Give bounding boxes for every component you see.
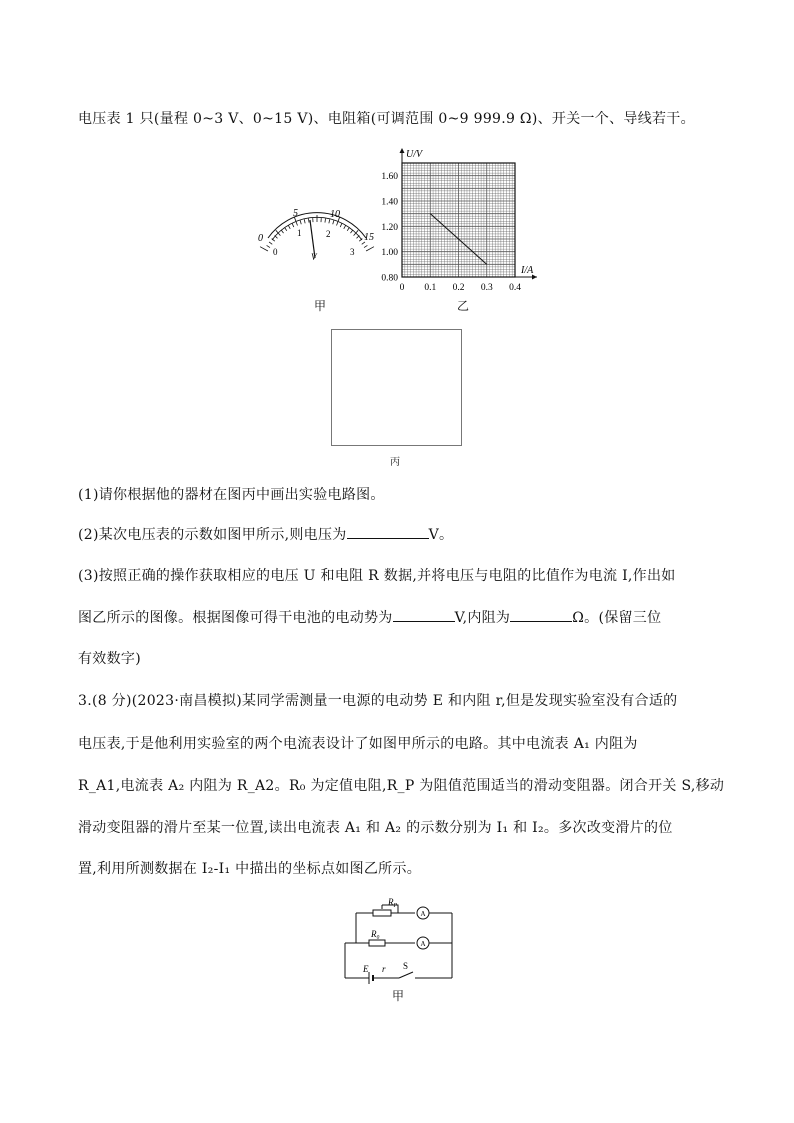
e-label: E [363,964,369,974]
x-tick-label: 0 [399,283,405,293]
dial-tick [357,235,360,238]
question-3-line2 [78,607,661,627]
dial-tick [325,219,326,223]
dial-tick [308,219,309,223]
voltmeter-dial [250,195,380,270]
caption-yi: 乙 [457,299,470,313]
q2-prefix: (2)某次电压表的示数如图甲所示,则电压为 [78,527,347,543]
dial-tick [269,242,272,244]
y-tick-label: 1.00 [381,248,398,259]
graph-ylabel: U/V [406,149,423,160]
a1-icon: A [420,910,426,918]
emf-blank[interactable] [393,609,455,622]
dial-tick [281,230,283,233]
rp-resistor [373,910,391,916]
question-1: (1)请你根据他的器材在图丙中画出实验电路图。 [78,487,385,503]
rp-label: $R_P$ [388,897,398,909]
r0-resistor [369,940,385,946]
x-tick-label: 0.4 [509,283,521,293]
drawing-box [331,329,462,446]
question-3-line1: (3)按照正确的操作获取相应的电压 U 和电阻 R 数据,并将电压与电阻的比值作为电流 I,作出如 [78,568,676,584]
dial-inner-3: 3 [350,247,355,257]
caption-bing: 丙 [390,457,400,468]
y-axis-arrow [400,148,405,153]
dial-tick [364,245,367,247]
graph-yticks [381,172,398,283]
y-tick-label: 1.20 [381,222,398,233]
problem-3-line1: 3.(8 分)(2023·南昌模拟)某同学需测量一电源的电动势 E 和内阻 r,但是发现实验室没有合适的 [78,693,678,709]
question-2 [78,524,453,544]
question-3-line3: 有效数字) [78,651,141,667]
s-label: S [403,961,409,971]
dial-tick [267,245,270,247]
a2-icon: A [420,940,426,948]
x-tick-label: 0.3 [480,283,493,293]
dial-tick [340,223,342,227]
graph-grid [402,163,515,277]
dial-tick [275,235,278,238]
switch-s [399,972,413,978]
dial-tick [292,223,294,227]
dial-outer-5: 5 [293,208,298,219]
problem-3-line2: 电压表,于是他利用实验室的两个电流表设计了如图甲所示的电路。其中电流表 A₁ 内阻为 [78,736,638,752]
dial-tick [350,230,352,233]
dial-inner-1: 1 [297,228,302,238]
q3-suffix: Ω。(保留三位 [572,610,662,626]
dial-tick [333,220,334,224]
q3-prefix: 图乙所示的图像。根据图像可得干电池的电动势为 [78,610,393,626]
r-label: r [382,964,386,974]
ui-graph [370,145,545,295]
dial-tick [344,225,346,229]
dial-outer-0: 0 [258,233,263,244]
dial-tick [347,227,349,230]
q2-suffix: V。 [428,527,454,543]
x-tick-label: 0.2 [452,283,465,293]
graph-xlabel: I/A [521,265,534,276]
dial-outer-10: 10 [330,209,340,220]
y-tick-label: 0.80 [381,273,398,284]
r0-label: R₀ [371,929,380,939]
x-tick-label: 0.1 [424,283,437,293]
q2-blank[interactable] [347,526,429,539]
resistance-blank[interactable] [510,609,572,622]
y-tick-label: 1.40 [381,197,398,208]
dial-tick [304,219,305,223]
dial-outer-15: 15 [364,232,374,243]
q3-mid: V,内阻为 [454,610,511,626]
dial-inner-2: 2 [326,229,331,239]
header-line: 电压表 1 只(量程 0~3 V、0~15 V)、电阻箱(可调范围 0~9 999.9 Ω)、开关一个、导线若干。 [78,111,695,127]
dial-ticks [260,215,374,251]
graph-xticks [400,283,522,293]
dial-unit: V [311,252,317,262]
dial-tick [260,247,268,251]
circuit-caption: 甲 [392,989,405,1003]
problem-3-line3: R_A1,电流表 A₂ 内阻为 R_A2。R₀ 为定值电阻,R_P 为阻值范围适当的滑动变阻器。闭合开关 S,移动 [78,778,725,794]
dial-tick [288,225,290,229]
dial-inner-0: 0 [273,247,278,257]
dial-tick [300,220,301,224]
caption-jia: 甲 [314,299,327,313]
problem-3-line4: 滑动变阻器的滑片至某一位置,读出电流表 A₁ 和 A₂ 的示数分别为 I₁ 和 I₂。多次改变滑片的位 [78,820,673,836]
problem-3-line5: 置,利用所测数据在 I₂-I₁ 中描出的坐标点如图乙所示。 [78,861,422,877]
dial-tick [285,227,287,230]
y-tick-label: 1.60 [381,172,398,183]
